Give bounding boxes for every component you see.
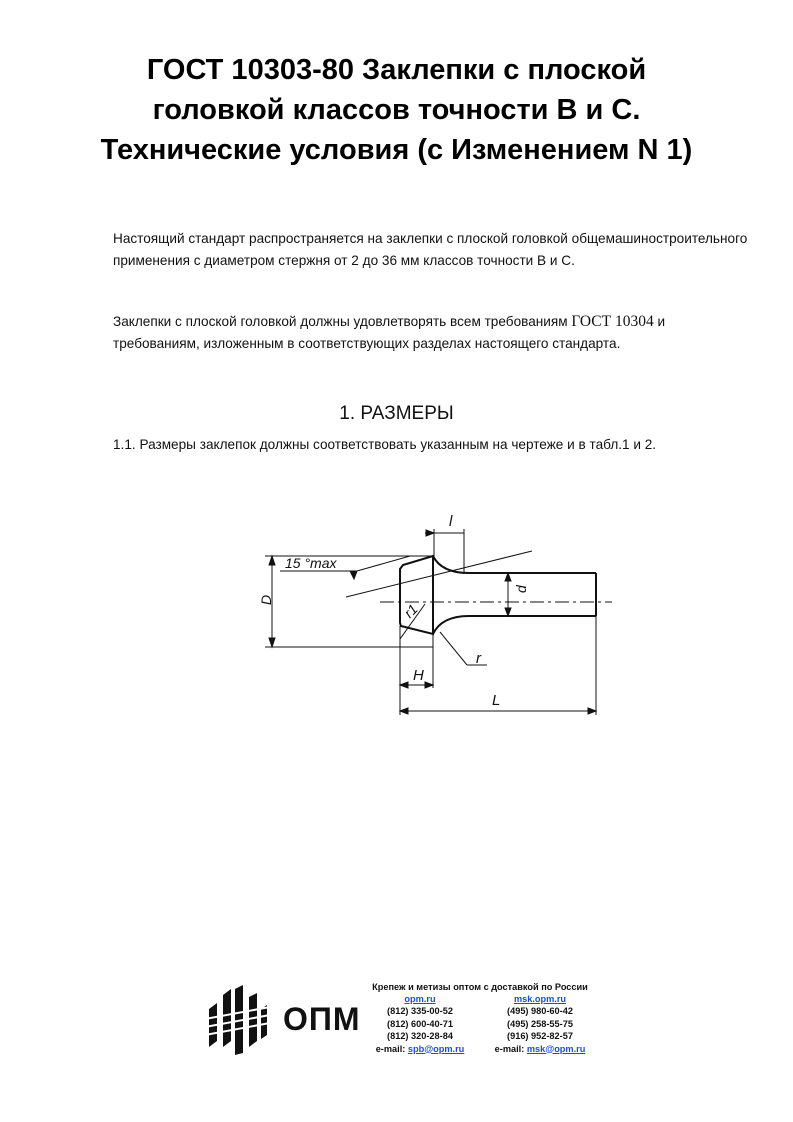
label-r: r: [476, 650, 481, 667]
footer-phone-spb-3: (812) 320-28-84: [387, 1031, 453, 1042]
label-L: L: [492, 692, 501, 709]
rivet-shank-top: [433, 556, 596, 573]
intro-paragraph-scope: Настоящий стандарт распространяется на заклепки с плоской головкой общемашиностроительного применения с диаметром стержня от 2 до 36 мм классов точности В и С.: [113, 231, 748, 268]
label-r1: r1: [400, 600, 421, 621]
footer-phone-msk-2: (495) 258-55-75: [507, 1018, 573, 1029]
footer-link-msk-site[interactable]: msk.opm.ru: [513, 994, 567, 1004]
intro-text-before: Заклепки с плоской головкой должны удовлетворять всем требованиям: [113, 314, 572, 329]
rivet-shank-bottom: [433, 616, 596, 634]
footer-phone-msk-1: (495) 980-60-42: [507, 1006, 573, 1017]
footer-contacts: [360, 982, 600, 1055]
footer-email-msk[interactable]: msk@opm.ru: [526, 1043, 586, 1054]
footer-brand: ОПМ: [283, 1001, 361, 1037]
section-heading-dimensions: 1. РАЗМЕРЫ: [339, 403, 454, 424]
footer-phone-msk-3: (916) 952-82-57: [507, 1031, 573, 1042]
radius-r-leader: [440, 632, 467, 665]
label-d: d: [513, 585, 529, 593]
intro-text-after: и требованиям, изложенным в соответствующих разделах настоящего стандарта.: [113, 314, 666, 351]
gost-10304-reference[interactable]: ГОСТ 10304: [571, 313, 654, 330]
page-title: ГОСТ 10303-80 Заклепки с плоской головкой классов точности В и С. Технические условия (с Изменением N 1): [100, 54, 693, 166]
rivet-drawing: [240, 505, 620, 720]
label-H: H: [413, 667, 424, 684]
footer-link-spb-site[interactable]: opm.ru: [404, 994, 436, 1004]
section-paragraph-1-1: 1.1. Размеры заклепок должны соответствовать указанным на чертеже и в табл.1 и 2.: [113, 437, 657, 452]
footer-tagline: Крепеж и метизы оптом с доставкой по России: [372, 982, 588, 992]
label-angle: 15 °max: [285, 555, 337, 571]
label-l: l: [449, 513, 453, 530]
rivet-head-outline: [400, 556, 433, 634]
footer-email-spb[interactable]: spb@opm.ru: [407, 1043, 465, 1054]
label-D: D: [258, 594, 274, 605]
footer-email-label-msk: e-mail:: [494, 1043, 527, 1054]
intro-paragraph-requirements: [113, 311, 753, 354]
footer-phone-spb-1: (812) 335-00-52: [387, 1006, 453, 1017]
opm-logo-icon: [205, 985, 270, 1055]
footer-email-label-spb: e-mail:: [375, 1043, 408, 1054]
footer-phone-spb-2: (812) 600-40-71: [387, 1018, 453, 1029]
